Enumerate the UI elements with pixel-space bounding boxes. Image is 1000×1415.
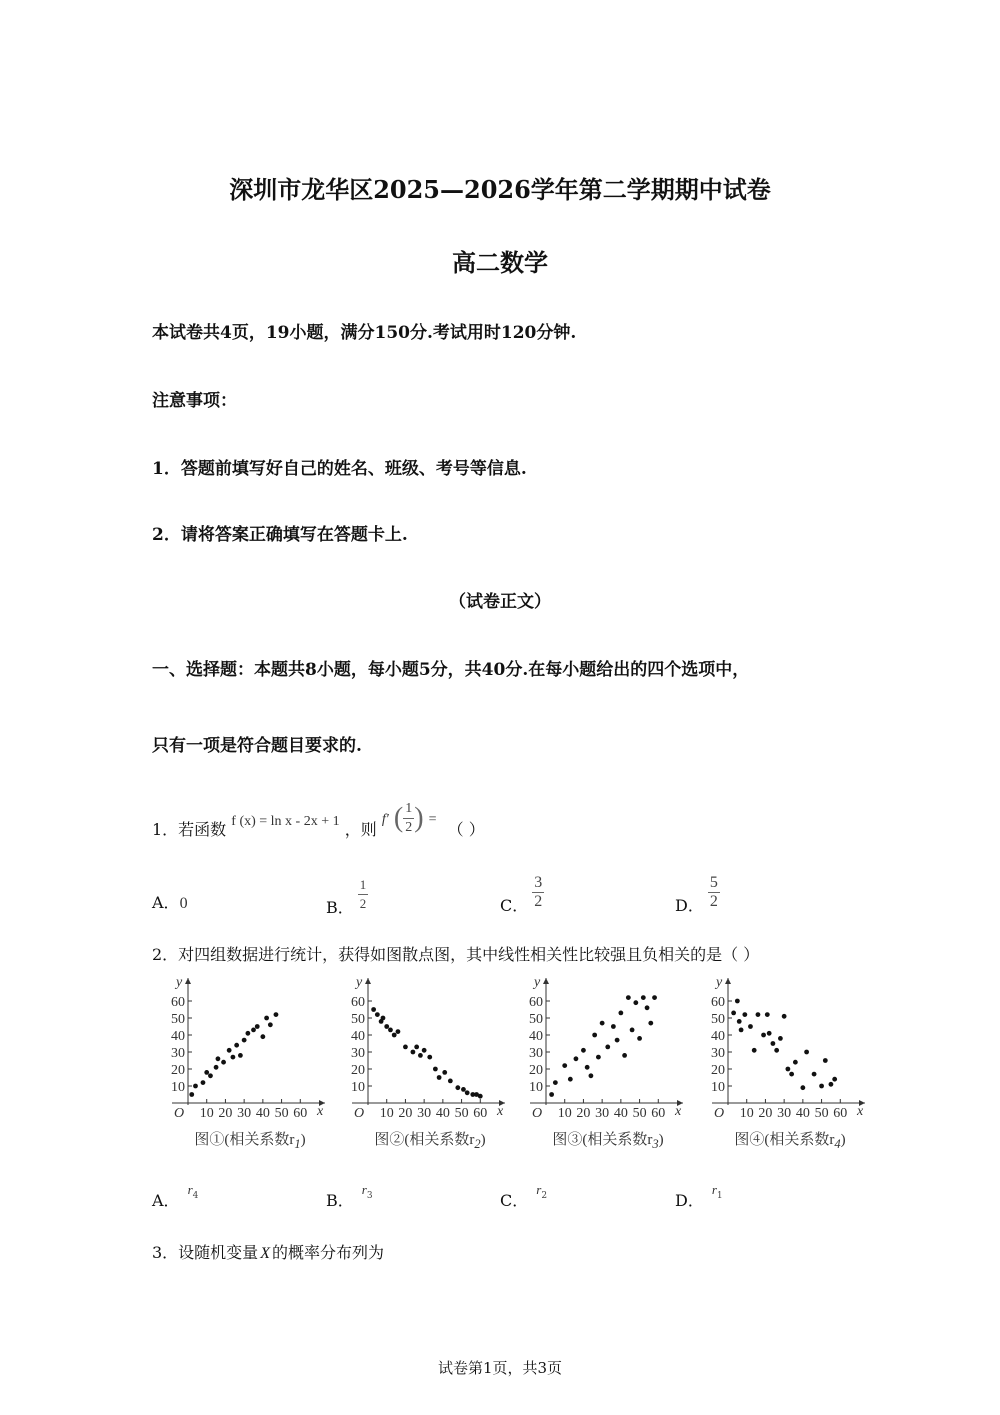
scatter-point [427,1055,432,1060]
y-tick-label: 60 [171,995,185,1010]
y-tick-label: 20 [529,1063,543,1078]
scatter-point [568,1077,573,1082]
scatter-point [748,1024,753,1029]
q2-option-d: D．$^r_1$ [675,1182,723,1210]
scatter-chart-1 [160,970,340,1120]
x-tick-label: 30 [595,1106,610,1120]
y-tick-label: 50 [529,1012,543,1027]
scatter-point [371,1007,376,1012]
y-tick-label: 60 [711,995,725,1010]
q1-option-c: C． $\frac{3}{2}$ [500,874,543,915]
x-axis-label: x [857,1104,864,1119]
x-tick-label: 40 [795,1106,810,1120]
scatter-point [637,1036,642,1041]
scatter-point [268,1022,273,1027]
scatter-point [478,1094,483,1099]
x-tick-label: 50 [814,1106,829,1120]
scatter-point [800,1085,805,1090]
q1-option-b: B． $\frac{1}{2}$ [326,877,367,917]
scatter-point [193,1084,198,1089]
x-tick-label: 50 [632,1106,647,1120]
x-tick-label: 40 [613,1106,628,1120]
q1-option-c-fraction: $\frac{3}{2}$ [534,874,543,910]
x-tick-label: 10 [739,1106,754,1120]
scatter-point [737,1019,742,1024]
scatter-point [615,1038,620,1043]
q2-option-c: C．$^r_2$ [500,1182,548,1210]
y-axis-arrow [543,978,549,984]
scatter-point [630,1028,635,1033]
scatter-point [819,1084,824,1089]
q1-derivative-expr [382,800,437,837]
scatter-point [227,1048,232,1053]
y-tick-label: 40 [171,1029,185,1044]
scatter-point [411,1050,416,1055]
q2-option-a: A．$^r_4$ [152,1182,199,1210]
scatter-point [823,1058,828,1063]
scatter-point [752,1048,757,1053]
x-tick-label: 20 [218,1106,233,1120]
x-tick-label: 60 [833,1106,848,1120]
x-tick-label: 50 [454,1106,469,1120]
scatter-point [771,1041,776,1046]
scatter-point [829,1082,834,1087]
y-tick-label: 10 [171,1080,185,1095]
section-heading-line1: 一、选择题：本题共8小题，每小题5分，共40分.在每小题给出的四个选项中， [152,660,750,680]
q1-option-d-fraction: $\frac{5}{2}$ [709,874,718,910]
scatter-point [231,1055,236,1060]
scatter-point [562,1063,567,1068]
scatter-point [437,1075,442,1080]
scatter-point [585,1065,590,1070]
q1-equals: = [428,812,437,827]
scatter-point [442,1070,447,1075]
y-tick-label: 50 [711,1012,725,1027]
x-tick-label: 20 [398,1106,413,1120]
q1-option-d: D． $\frac{5}{2}$ [675,874,718,915]
scatter-point [433,1067,438,1072]
scatter-point [596,1055,601,1060]
scatter-point [403,1045,408,1050]
scatter-point [765,1012,770,1017]
x-tick-label: 20 [576,1106,591,1120]
scatter-point [592,1033,597,1038]
notice-item-1: 1．答题前填写好自己的姓名、班级、考号等信息. [152,459,527,479]
q1-fraction: $\frac{1}{2}$ [405,801,413,835]
y-tick-label: 40 [529,1029,543,1044]
scatter-point [789,1072,794,1077]
scatter-point [778,1036,783,1041]
q1-mid: ，则 [344,820,377,839]
x-tick-label: 40 [255,1106,270,1120]
scatter-point [260,1034,265,1039]
q1-paren-close: ) [414,802,424,834]
y-tick-label: 20 [711,1063,725,1078]
q2-option-b: B．$^r_3$ [326,1182,373,1210]
scatter-point [553,1080,558,1085]
scatter-point [251,1028,256,1033]
exam-title: 深圳市龙华区2025—2026学年第二学期期中试卷 [229,175,771,204]
q1-derivative: f′ [381,812,389,827]
body-label: （试卷正文） [449,592,551,612]
scatter-point [832,1077,837,1082]
scatter-point [201,1080,206,1085]
y-tick-label: 50 [351,1012,365,1027]
scatter-point [652,995,657,1000]
scatter-point [739,1028,744,1033]
scatter-point [618,1011,623,1016]
scatter-point [549,1092,554,1097]
scatter-point [234,1043,239,1048]
scatter-point [264,1016,269,1021]
y-tick-label: 60 [529,995,543,1010]
question-2-stem: 2．对四组数据进行统计，获得如图散点图，其中线性相关性比较强且负相关的是（ ） [152,945,760,964]
y-axis-arrow [725,978,731,984]
scatter-point [414,1045,419,1050]
y-tick-label: 10 [351,1080,365,1095]
scatter-point [785,1067,790,1072]
q1-option-b-fraction: $\frac{1}{2}$ [359,877,367,911]
y-tick-label: 20 [171,1063,185,1078]
scatter-chart-2 [340,970,520,1120]
x-tick-label: 10 [379,1106,394,1120]
scatter-point [589,1073,594,1078]
scatter-point [648,1021,653,1026]
y-tick-label: 30 [351,1046,365,1061]
scatter-point [375,1012,380,1017]
y-tick-label: 40 [351,1029,365,1044]
scatter-point [461,1087,466,1092]
chart-caption-4: 图④(相关系数$r_4$) [734,1132,846,1151]
y-tick-label: 20 [351,1063,365,1078]
scatter-point [742,1012,747,1017]
y-tick-label: 50 [171,1012,185,1027]
x-axis-label: x [497,1104,504,1119]
scatter-point [381,1016,386,1021]
x-axis-label: x [317,1104,324,1119]
scatter-point [611,1024,616,1029]
scatter-point [581,1048,586,1053]
scatter-point [574,1056,579,1061]
scatter-point [274,1012,279,1017]
notice-title: 注意事项： [152,391,237,411]
scatter-point [255,1024,260,1029]
scatter-point [782,1014,787,1019]
scatter-point [214,1065,219,1070]
x-tick-label: 40 [435,1106,450,1120]
scatter-point [761,1033,766,1038]
chart-caption-1: 图①(相关系数$r_1$) [194,1132,306,1151]
scatter-point [448,1079,453,1084]
question-1 [152,801,485,849]
scatter-point [242,1038,247,1043]
y-axis-label: y [356,975,363,990]
scatter-point [641,995,646,1000]
exam-subtitle: 高二数学 [452,248,548,277]
x-tick-label: 60 [293,1106,308,1120]
scatter-point [221,1060,226,1065]
scatter-point [600,1021,605,1026]
scatter-chart-4 [700,970,880,1120]
page-footer: 试卷第1页，共3页 [437,1359,563,1377]
scatter-point [245,1031,250,1036]
x-axis-label: x [675,1104,682,1119]
scatter-point [189,1092,194,1097]
x-tick-label: 20 [758,1106,773,1120]
x-tick-label: 60 [651,1106,666,1120]
x-tick-label: 10 [199,1106,214,1120]
y-tick-label: 40 [711,1029,725,1044]
scatter-point [767,1031,772,1036]
y-tick-label: 10 [529,1080,543,1095]
scatter-point [418,1053,423,1058]
y-tick-label: 10 [711,1080,725,1095]
chart-caption-2: 图②(相关系数$r_2$) [374,1132,486,1151]
scatter-point [396,1029,401,1034]
scatter-point [208,1073,213,1078]
scatter-point [804,1050,809,1055]
origin-label: O [174,1106,185,1120]
origin-label: O [714,1106,725,1120]
x-tick-label: 10 [557,1106,572,1120]
section-heading-line2: 只有一项是符合题目要求的. [152,736,362,756]
scatter-point [388,1028,393,1033]
scatter-point [216,1056,221,1061]
exam-summary: 本试卷共4页，19小题，满分150分.考试用时120分钟. [152,323,577,343]
y-axis-label: y [534,975,541,990]
origin-label: O [354,1106,365,1120]
y-tick-label: 60 [351,995,365,1010]
y-tick-label: 30 [711,1046,725,1061]
scatter-point [384,1024,389,1029]
x-tick-label: 50 [274,1106,289,1120]
y-axis-arrow [185,978,191,984]
x-tick-label: 60 [473,1106,488,1120]
scatter-point [756,1012,761,1017]
q1-option-a: A．0 [152,893,188,912]
scatter-chart-3 [518,970,698,1120]
scatter-point [812,1072,817,1077]
y-axis-label: y [716,975,723,990]
scatter-point [735,999,740,1004]
scatter-point [422,1048,427,1053]
x-tick-label: 30 [777,1106,792,1120]
scatter-point [605,1045,610,1050]
q1-function: f (x) = ln x - 2x + 1 [231,814,340,829]
q1-blank: （ ） [447,820,485,839]
question-3: 3．设随机变量 X 的概率分布列为 [152,1243,384,1262]
y-axis-label: y [176,975,183,990]
scatter-point [633,1000,638,1005]
chart-caption-3: 图③(相关系数$r_3$) [552,1132,664,1151]
scatter-point [622,1053,627,1058]
scatter-point [465,1090,470,1095]
x-tick-label: 30 [417,1106,432,1120]
y-axis-arrow [365,978,371,984]
scatter-point [626,995,631,1000]
notice-item-2: 2．请将答案正确填写在答题卡上. [152,525,408,545]
scatter-point [392,1033,397,1038]
x-tick-label: 30 [237,1106,252,1120]
y-tick-label: 30 [171,1046,185,1061]
scatter-point [774,1048,779,1053]
q1-prefix: 1．若函数 [152,820,227,839]
scatter-point [238,1053,243,1058]
y-tick-label: 30 [529,1046,543,1061]
scatter-point [204,1070,209,1075]
scatter-point [793,1060,798,1065]
scatter-point [455,1085,460,1090]
q1-paren-open: ( [393,802,404,834]
origin-label: O [532,1106,543,1120]
scatter-point [731,1011,736,1016]
scatter-point [645,1005,650,1010]
